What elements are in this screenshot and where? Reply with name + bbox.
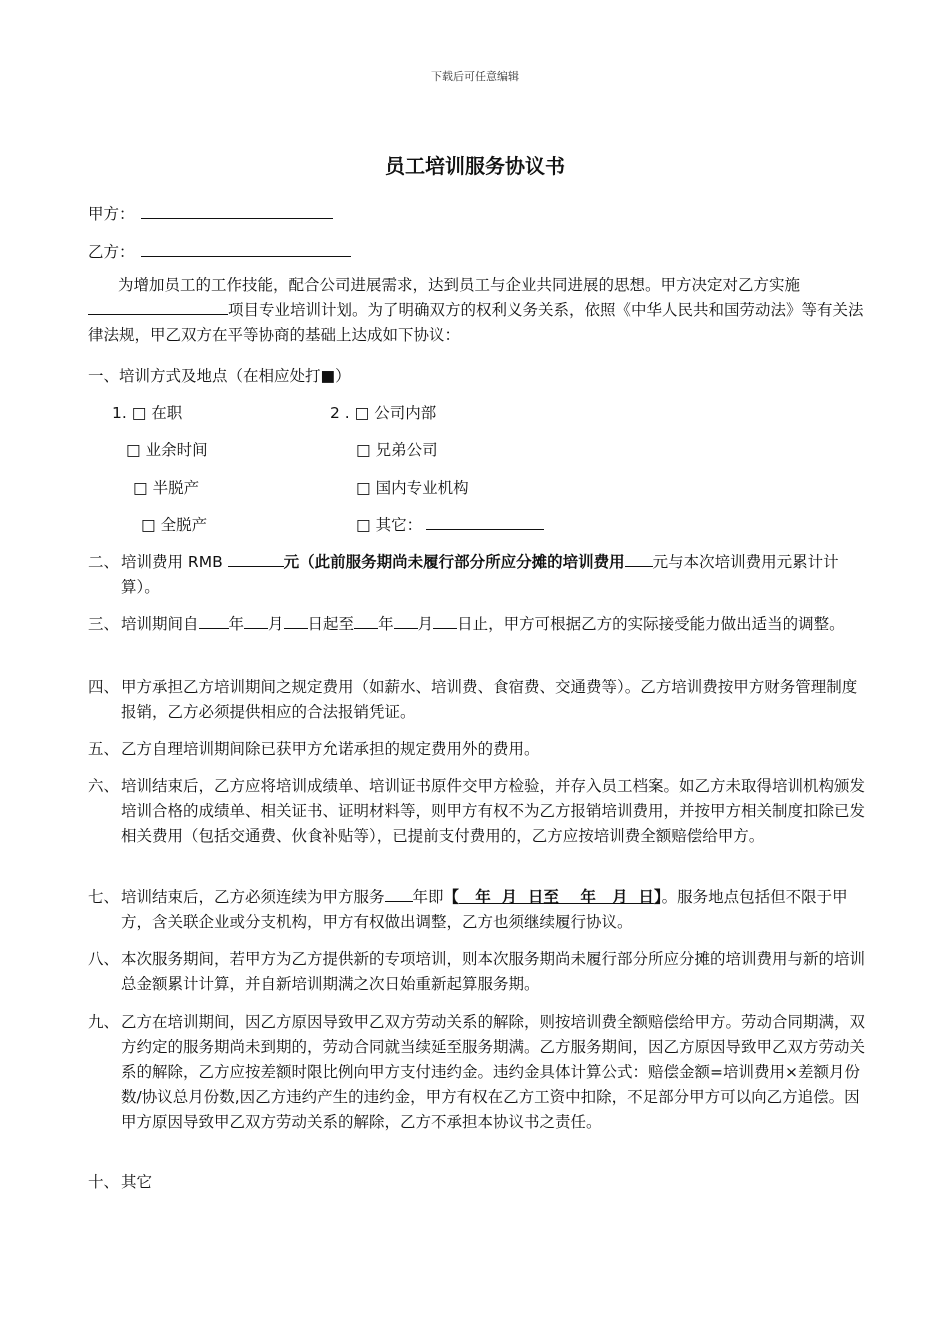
option-domestic-institution[interactable]: □ 国内专业机构 xyxy=(356,479,469,497)
clause-2 xyxy=(88,550,868,600)
clause-3-year-2: 年 xyxy=(378,615,394,633)
start-month-blank[interactable] xyxy=(244,612,268,629)
start-day-blank[interactable] xyxy=(284,612,308,629)
clause-3-text-a: 培训期间自 xyxy=(121,615,199,633)
clause-10 xyxy=(88,1170,868,1195)
clause-9-number: 九、 xyxy=(88,1013,120,1031)
prior-fee-blank[interactable] xyxy=(625,550,653,567)
clause-7-text-c: 。服务地点包括但不限于甲方，含关联企业或分支机构，甲方有权做出调整，乙方也须继续履行协议。 xyxy=(121,888,848,931)
option-other[interactable] xyxy=(356,513,544,535)
clause-3 xyxy=(88,612,868,637)
clause-6-number: 六、 xyxy=(88,777,120,795)
end-month-blank[interactable] xyxy=(394,612,418,629)
start-year-blank[interactable] xyxy=(199,612,229,629)
clause-2-number: 二、 xyxy=(88,553,120,571)
option-spare-time[interactable]: □ 业余时间 xyxy=(126,441,208,459)
clause-7-text-b: 年即 xyxy=(412,888,444,906)
end-year-blank[interactable] xyxy=(354,612,378,629)
intro-part2: 项目专业培训计划。为了明确双方的权利义务关系，依照《中华人民共和国劳动法》等有关法律法规，甲乙双方在平等协商的基础上达成如下协议： xyxy=(88,301,864,344)
clause-9-text: 乙方在培训期间，因乙方原因导致甲乙双方劳动关系的解除，则按培训费全额赔偿给甲方。劳动合同期满，双方约定的服务期尚未到期的，劳动合同就当续延至服务期满。乙方服务期间，因乙方原因导致甲乙双方劳动关系的解除，乙方应按差额时限比例向甲方支付违约金。违约金具体计算公式：赔偿金额=培训费用×差额月份数/协议总月份数,因乙方违约产生的违约金，甲方有权在乙方工资中扣除，不足部分甲方可以向乙方追偿。因甲方原因导致甲乙双方劳动关系的解除，乙方不承担本协议书之责任。 xyxy=(121,1013,866,1131)
party-a-label: 甲方： xyxy=(88,205,135,223)
clause-8 xyxy=(88,947,868,997)
clause-8-number: 八、 xyxy=(88,950,120,968)
clause-4-number: 四、 xyxy=(88,678,120,696)
option-other-label: □ 其它： xyxy=(356,516,423,534)
header-note: 下载后可任意编辑 xyxy=(431,70,519,83)
clause-6 xyxy=(88,774,868,849)
clause-5 xyxy=(88,737,868,762)
party-b-line xyxy=(88,240,351,262)
clause-3-text-d: 日起至 xyxy=(307,615,355,633)
clause-4-text: 甲方承担乙方培训期间之规定费用（如薪水、培训费、食宿费、交通费等）。乙方培训费按甲方财务管理制度报销，乙方必须提供相应的合法报销凭证。 xyxy=(121,678,858,721)
service-period-dates[interactable]: 年 月 日至 年 月 日 xyxy=(459,888,654,906)
option-on-job[interactable]: 1. □ 在职 xyxy=(112,404,183,422)
clause-2-text-a: 培训费用 RMB xyxy=(121,553,228,571)
clause-3-text-g: 日止，甲方可根据乙方的实际接受能力做出适当的调整。 xyxy=(457,615,845,633)
clause-5-text: 乙方自理培训期间除已获甲方允诺承担的规定费用外的费用。 xyxy=(121,740,540,758)
clause-5-number: 五、 xyxy=(88,740,120,758)
option-sibling-company[interactable]: □ 兄弟公司 xyxy=(356,441,438,459)
clause-3-month-2: 月 xyxy=(417,615,434,633)
clause-7-number: 七、 xyxy=(88,888,120,906)
clause-2-text-b: 元（此前服务期尚未履行部分所应分摊的培训费用 xyxy=(283,553,625,571)
clause-8-text: 本次服务期间，若甲方为乙方提供新的专项培训，则本次服务期尚未履行部分所应分摊的培训费用与新的培训总金额累计计算，并自新培训期满之次日始重新起算服务期。 xyxy=(121,950,866,993)
intro-paragraph xyxy=(88,273,866,348)
clause-7 xyxy=(88,885,868,935)
party-a-line xyxy=(88,202,333,224)
party-b-label: 乙方： xyxy=(88,243,135,261)
fee-amount-blank[interactable] xyxy=(228,550,284,567)
section1-heading: 一、培训方式及地点（在相应处打■） xyxy=(88,367,351,385)
intro-part1: 为增加员工的工作技能，配合公司进展需求，达到员工与企业共同进展的思想。甲方决定对乙方实施 xyxy=(118,276,801,294)
clause-7-bracket-open: 【 xyxy=(443,888,460,906)
option-full-off[interactable]: □ 全脱产 xyxy=(141,516,208,534)
clause-9 xyxy=(88,1010,868,1135)
clause-7-bracket-close: 】 xyxy=(653,888,662,906)
project-blank[interactable] xyxy=(88,300,228,315)
service-years-blank[interactable] xyxy=(385,885,413,902)
clause-3-number: 三、 xyxy=(88,615,120,633)
document-title: 员工培训服务协议书 xyxy=(385,154,565,178)
option-company-internal[interactable]: 2 . □ 公司内部 xyxy=(330,404,437,422)
clause-3-month: 月 xyxy=(268,615,284,633)
clause-4 xyxy=(88,675,868,725)
party-a-blank[interactable] xyxy=(141,202,333,219)
option-other-blank[interactable] xyxy=(426,513,544,530)
clause-10-text: 其它 xyxy=(121,1173,153,1191)
clause-2-text-c: 元与本次培训费用元累计计算）。 xyxy=(121,553,839,596)
clause-3-year: 年 xyxy=(228,615,245,633)
clause-7-text-a: 培训结束后，乙方必须连续为甲方服务 xyxy=(121,888,385,906)
clause-10-number: 十、 xyxy=(88,1173,120,1191)
clause-6-text: 培训结束后，乙方应将培训成绩单、培训证书原件交甲方检验，并存入员工档案。如乙方未取得培训机构颁发培训合格的成绩单、相关证书、证明材料等，则甲方有权不为乙方报销培训费用，并按甲方相关制度扣除已发相关费用（包括交通费、伙食补贴等），已提前支付费用的，乙方应按培训费全额赔偿给甲方。 xyxy=(121,777,866,845)
option-half-off[interactable]: □ 半脱产 xyxy=(133,479,200,497)
party-b-blank[interactable] xyxy=(141,240,351,257)
end-day-blank[interactable] xyxy=(433,612,457,629)
